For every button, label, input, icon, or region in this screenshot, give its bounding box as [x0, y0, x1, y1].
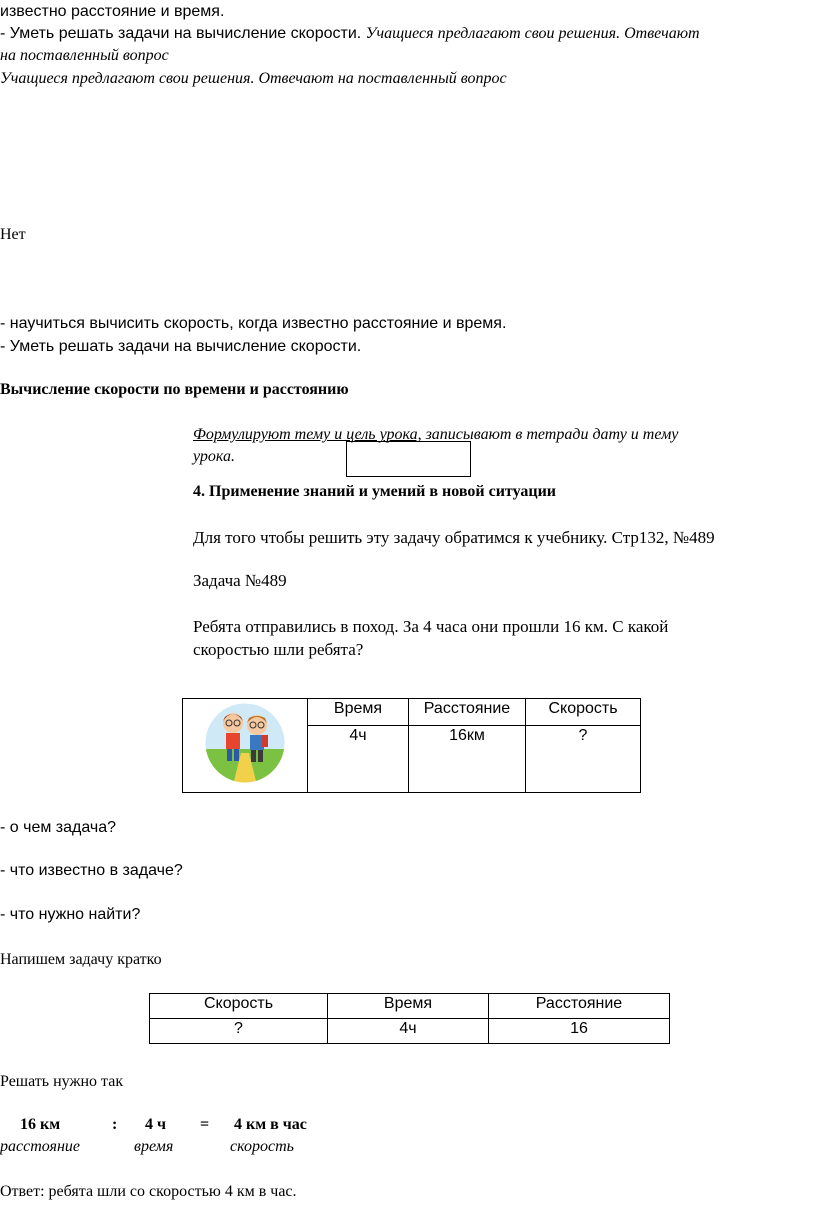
formulate-underlined: Формулируют тему и цель урока,: [193, 426, 422, 443]
short-write-label: Напишем задачу кратко: [0, 951, 162, 968]
goal-line-2: - Уметь решать задачи на вычисление скорости.: [0, 338, 362, 355]
task-text-line-1: Ребята отправились в поход. За 4 часа они прошли 16 км. С какой: [193, 617, 669, 636]
solve-label: Решать нужно так: [0, 1073, 124, 1090]
formula-time-label: время: [134, 1138, 174, 1155]
student-action-text-repeat: Учащиеся предлагают свои решения. Отвечают на поставленный вопрос: [0, 70, 507, 87]
value-time: 4ч: [308, 726, 409, 793]
header-speed: Скорость: [526, 699, 641, 726]
continued-text-line: известно расстояние и время.: [0, 3, 225, 20]
question-2: - что известно в задаче?: [0, 862, 183, 879]
header-speed-2: Скорость: [150, 994, 328, 1019]
answer-text: Ответ: ребята шли со скоростью 4 км в час.: [0, 1183, 297, 1200]
topic-title: Вычисление скорости по времени и расстоянию: [0, 381, 349, 398]
goal-line-continued: [0, 24, 700, 44]
no-label: Нет: [0, 226, 26, 243]
textbook-reference: Для того чтобы решить эту задачу обратимся к учебнику. Стр132, №489: [193, 528, 715, 547]
formulate-line-2: [193, 447, 235, 467]
header-time: Время: [308, 699, 409, 726]
formula-distance: 16 км: [20, 1116, 61, 1133]
value-distance-2: 16: [489, 1019, 670, 1044]
formula-distance-label: расстояние: [0, 1138, 81, 1155]
formulate-rest: записывают в тетради дату и тему: [421, 426, 679, 443]
formula-speed: 4 км в час: [234, 1116, 307, 1133]
student-action-text: Учащиеся предлагают свои решения. Отвечают: [365, 25, 700, 42]
empty-frame: [346, 441, 471, 477]
goal-line-1: - научиться вычисить скорость, когда известно расстояние и время.: [0, 315, 507, 332]
question-1: - о чем задача?: [0, 819, 117, 836]
kids-picture-cell: [183, 699, 308, 793]
student-action-text-cont: на поставленный вопрос: [0, 47, 169, 64]
value-time-2: 4ч: [328, 1019, 489, 1044]
header-distance-2: Расстояние: [489, 994, 670, 1019]
question-3: - что нужно найти?: [0, 906, 141, 923]
value-distance: 16км: [409, 726, 526, 793]
task-title: Задача №489: [193, 571, 287, 590]
formula-speed-label: скорость: [230, 1138, 294, 1155]
short-table: [149, 993, 670, 1044]
goal-text: - Уметь решать задачи на вычисление скорости.: [0, 25, 362, 42]
task-text-line-2: скоростью шли ребята?: [193, 640, 364, 659]
header-time-2: Время: [328, 994, 489, 1019]
hiking-kids-picture: [203, 701, 287, 785]
formula-time: 4 ч: [145, 1116, 167, 1133]
formulate-lesson: урока.: [193, 448, 235, 465]
task-table: [182, 698, 641, 793]
value-speed-2: ?: [150, 1019, 328, 1044]
formula-divide: :: [112, 1116, 118, 1133]
header-distance: Расстояние: [409, 699, 526, 726]
value-speed: ?: [526, 726, 641, 793]
section-4-title: 4. Применение знаний и умений в новой ситуации: [193, 483, 557, 500]
formula-equals: =: [200, 1116, 210, 1133]
